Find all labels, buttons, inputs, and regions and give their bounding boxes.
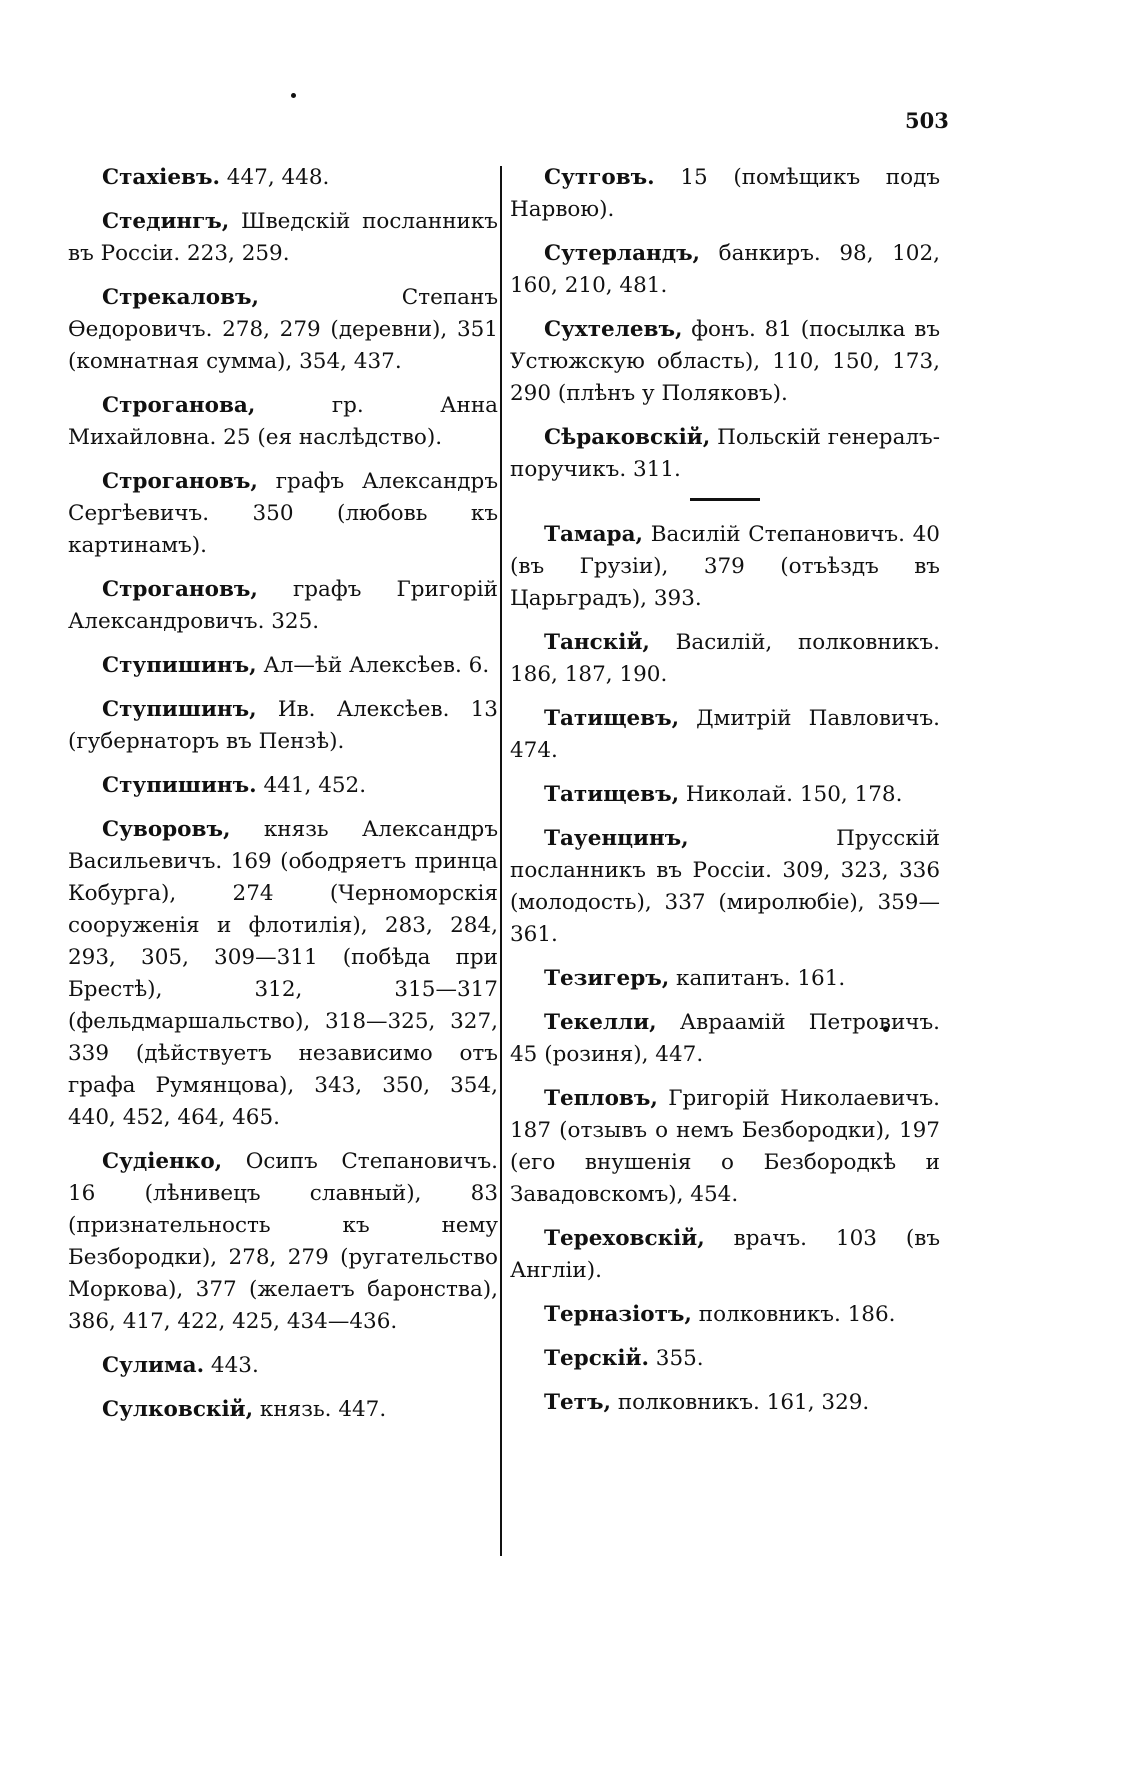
entry-text: 447, 448. <box>219 165 330 190</box>
entry-name: Сулковскій, <box>102 1397 254 1422</box>
entry-text: графъ Григорій Александровичъ. 325. <box>68 577 498 634</box>
index-entry <box>510 1223 940 1287</box>
entry-name: Суворовъ, <box>102 817 231 842</box>
entry-text: Осипъ Степановичъ. 16 (лѣнивецъ славный), 83 (признательность къ нему Безбородки), 278, 279 (ругательство Моркова), 377 (желаетъ баронства), 386, 417, 422, 425, 434—436. <box>68 1149 498 1334</box>
entry-name: Ступишинъ, <box>102 653 257 678</box>
entry-name: Танскій, <box>544 630 650 655</box>
index-entry <box>510 162 940 226</box>
section-divider-rule <box>690 498 760 501</box>
entry-name: Тауенцинъ, <box>544 826 689 851</box>
index-column-right <box>510 162 940 1431</box>
entry-name: Тетъ, <box>544 1390 611 1415</box>
entry-name: Сулима. <box>102 1353 205 1378</box>
entry-name: Татищевъ, <box>544 706 680 731</box>
index-entry <box>68 814 498 1134</box>
index-entry <box>510 238 940 302</box>
entry-name: Строганова, <box>102 393 256 418</box>
entry-name: Терскій. <box>544 1346 649 1371</box>
index-entry <box>68 1146 498 1338</box>
entry-text: Степанъ Ѳедоровичъ. 278, 279 (деревни), 351 (комнатная сумма), 354, 437. <box>68 285 498 374</box>
entry-text: Ал—ѣй Алексѣев. 6. <box>256 653 490 678</box>
entry-text: князь Александръ Васильевичъ. 169 (ободряетъ принца Кобурга), 274 (Черноморскія сооруженія и флотилія), 283, 284, 293, 305, 309—311 (побѣда при Брестѣ), 312, 315—317 (фельдмаршальство), 318—325, 327, 339 (дѣйствуетъ независимо отъ графа Румянцова), 343, 350, 354, 440, 452, 464, 465. <box>68 817 498 1130</box>
entry-text: Польскій генералъ-поручикъ. 311. <box>510 425 940 482</box>
entry-text: 441, 452. <box>256 773 367 798</box>
index-entry <box>510 1387 940 1419</box>
index-entry <box>510 963 940 995</box>
index-entry <box>510 823 940 951</box>
entry-name: Стахіевъ. <box>102 165 220 190</box>
entry-text: врачъ. 103 (въ Англіи). <box>510 1226 940 1283</box>
entry-name: Тезигеръ, <box>544 966 670 991</box>
entry-text: графъ Александръ Сергѣевичъ. 350 (любовь къ картинамъ). <box>68 469 498 558</box>
index-entry <box>68 574 498 638</box>
index-entry <box>510 703 940 767</box>
index-entry <box>510 1343 940 1375</box>
entry-text: полковникъ. 186. <box>691 1302 896 1327</box>
entry-text: Григорій Николаевичъ. 187 (отзывъ о немъ Безбородки), 197 (его внушенія о Безбородкѣ и Завадовскомъ), 454. <box>510 1086 940 1207</box>
index-entry <box>68 466 498 562</box>
entry-text: Прусскій посланникъ въ Россіи. 309, 323, 336 (молодость), 337 (миролюбіе), 359—361. <box>510 826 940 947</box>
entry-text: 355. <box>648 1346 704 1371</box>
entry-name: Стрекаловъ, <box>102 285 260 310</box>
entry-text: гр. Анна Михайловна. 25 (ея наслѣдство). <box>68 393 498 450</box>
entry-name: Ступишинъ, <box>102 697 257 722</box>
entry-text: банкиръ. 98, 102, 160, 210, 481. <box>510 241 940 298</box>
entry-name: Строгановъ, <box>102 469 258 494</box>
entry-text: полковникъ. 161, 329. <box>610 1390 870 1415</box>
entry-text: 15 (помѣщикъ подъ Нарвою). <box>510 165 940 222</box>
entry-text: Дмитрій Павловичъ. 474. <box>510 706 940 763</box>
index-entry <box>68 1350 498 1382</box>
index-entry <box>68 770 498 802</box>
entry-text: фонъ. 81 (посылка въ Устюжскую область), 110, 150, 173, 290 (плѣнъ у Поляковъ). <box>510 317 940 406</box>
entry-text: Василій, полковникъ. 186, 187, 190. <box>510 630 940 687</box>
entry-name: Тереховскій, <box>544 1226 705 1251</box>
index-entry <box>68 282 498 378</box>
column-divider <box>500 166 502 1556</box>
page-number: 503 <box>905 108 949 133</box>
index-entry <box>510 779 940 811</box>
entry-name: Сухтелевъ, <box>544 317 683 342</box>
index-entry <box>68 1394 498 1426</box>
entry-name: Судіенко, <box>102 1149 223 1174</box>
index-entry <box>510 519 940 615</box>
entry-text: Авраамій Петровичъ. 45 (розиня), 447. <box>510 1010 940 1067</box>
entry-name: Терназіотъ, <box>544 1302 692 1327</box>
entry-name: Тепловъ, <box>544 1086 658 1111</box>
entry-text: 443. <box>204 1353 259 1378</box>
entry-text: Николай. 150, 178. <box>679 782 903 807</box>
entry-text: Ив. Алексѣев. 13 (губернаторъ въ Пензѣ). <box>68 697 498 754</box>
entry-name: Сутерландъ, <box>544 241 701 266</box>
entry-name: Татищевъ, <box>544 782 680 807</box>
index-entry <box>68 162 498 194</box>
entry-name: Ступишинъ. <box>102 773 257 798</box>
index-entry <box>510 627 940 691</box>
entry-text: Шведскій посланникъ въ Россіи. 223, 259. <box>68 209 498 266</box>
index-column-left <box>68 162 498 1438</box>
entry-text: Василій Степановичъ. 40 (въ Грузіи), 379 (отъѣздъ въ Царьградъ), 393. <box>510 522 940 611</box>
entry-name: Стедингъ, <box>102 209 230 234</box>
index-entry <box>510 314 940 410</box>
index-entry <box>68 206 498 270</box>
entry-name: Сутговъ. <box>544 165 655 190</box>
index-entry <box>68 650 498 682</box>
entry-name: Строгановъ, <box>102 577 258 602</box>
index-entry <box>510 422 940 486</box>
entry-name: Сѣраковскій, <box>544 425 711 450</box>
entry-text: князь. 447. <box>253 1397 387 1422</box>
entry-name: Текелли, <box>544 1010 657 1035</box>
index-entry <box>510 1299 940 1331</box>
index-entry <box>68 390 498 454</box>
entry-text: капитанъ. 161. <box>669 966 846 991</box>
ink-speck <box>291 93 296 98</box>
index-entry <box>510 1083 940 1211</box>
index-entry <box>510 1007 940 1071</box>
index-entry <box>68 694 498 758</box>
entry-name: Тамара, <box>544 522 643 547</box>
